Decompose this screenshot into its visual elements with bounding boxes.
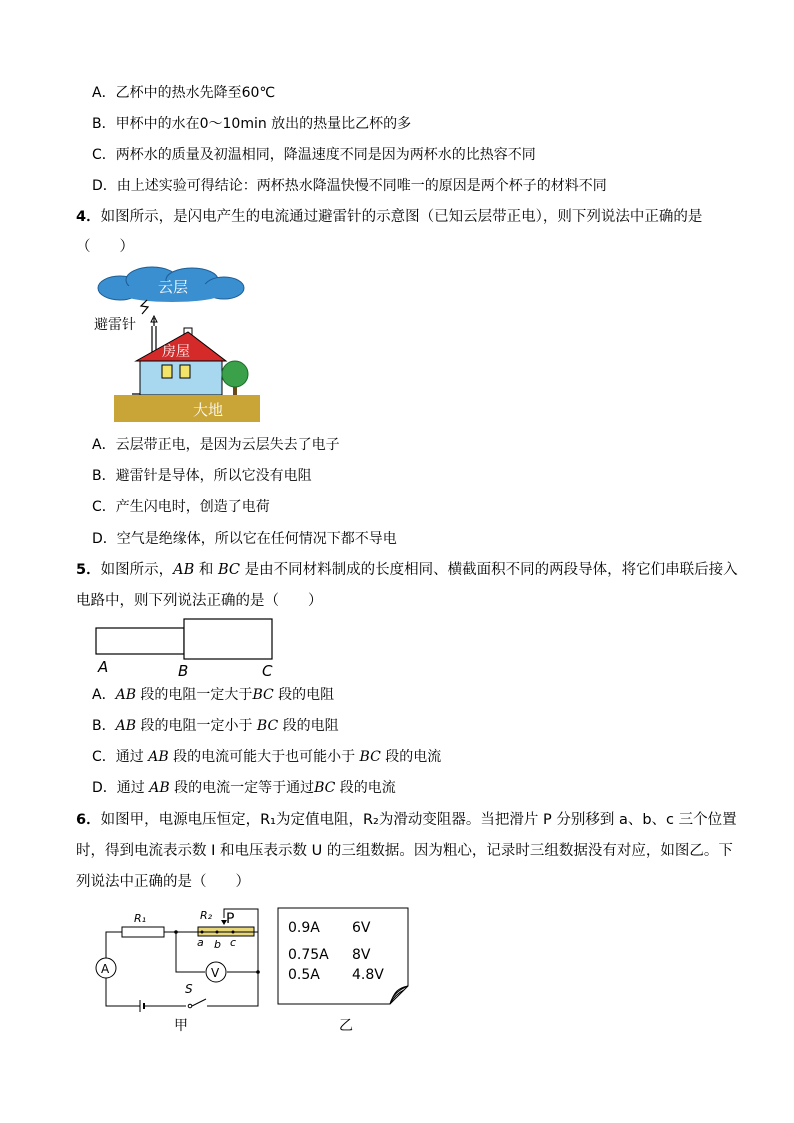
q4-stem bbox=[76, 208, 702, 226]
ground-shape bbox=[114, 395, 260, 422]
q4-option-c: C．产生闪电时，创造了电荷 bbox=[92, 499, 270, 515]
ammeter-label: A bbox=[101, 962, 110, 976]
ground-label: 大地 bbox=[193, 401, 224, 419]
q4-stem-text: 如图所示，是闪电产生的电流通过避雷针的示意图（已知云层带正电），则下列说法中正确的是 bbox=[100, 209, 703, 225]
q5-stem-line2: 电路中，则下列说法正确的是（ ） bbox=[76, 593, 323, 609]
figure-jia-caption: 甲 bbox=[174, 1018, 188, 1034]
label-b: B bbox=[178, 662, 189, 680]
q6-stem-line3: 列说法中正确的是（ ） bbox=[76, 874, 250, 890]
r1-label: R₁ bbox=[134, 912, 147, 925]
note-row1-current: 0.9A bbox=[288, 920, 320, 936]
note-row2-current: 0.75A bbox=[288, 947, 329, 963]
q4-bracket: （ ） bbox=[76, 239, 134, 255]
resistor-r1 bbox=[122, 927, 164, 937]
q6-stem-line1: 6．如图甲，电源电压恒定，R₁为定值电阻，R₂为滑动变阻器。当把滑片 P 分别移到 a、b、c 三个位置 bbox=[76, 812, 737, 828]
tree-shape bbox=[222, 361, 248, 395]
q5-stem bbox=[76, 561, 738, 579]
q5-and: 和 bbox=[194, 562, 218, 578]
pos-c-label: c bbox=[230, 936, 237, 949]
q6-number: 6． bbox=[76, 812, 101, 828]
q5-option-d: D．通过 AB 段的电流一定等于通过BC 段的电流 bbox=[92, 780, 396, 796]
circuit-diagram bbox=[92, 904, 272, 1036]
label-a: A bbox=[98, 658, 109, 676]
q3-option-c: C．两杯水的质量及初温相同，降温速度不同是因为两杯水的比热容不同 bbox=[92, 147, 536, 163]
pos-b-label: b bbox=[214, 938, 221, 951]
conductor-figure bbox=[92, 616, 292, 682]
q3-option-b: B．甲杯中的水在0～10min 放出的热量比乙杯的多 bbox=[92, 116, 412, 132]
note-row1-voltage: 6V bbox=[352, 920, 371, 936]
conductor-ab bbox=[96, 628, 184, 654]
switch-icon bbox=[188, 1004, 192, 1008]
house-shape bbox=[136, 328, 226, 395]
r2-label: R₂ bbox=[200, 909, 213, 922]
data-note-figure bbox=[272, 904, 418, 1036]
lightning-icon bbox=[141, 300, 148, 314]
note-row3-current: 0.5A bbox=[288, 967, 320, 983]
q5-option-b: B．AB 段的电阻一定小于 BC 段的电阻 bbox=[92, 718, 339, 734]
q5-var-bc: BC bbox=[217, 562, 240, 578]
q4-option-a: A．云层带正电，是因为云层失去了电子 bbox=[92, 437, 340, 453]
slider-p-label: P bbox=[226, 911, 235, 927]
voltmeter-label: V bbox=[211, 966, 220, 980]
q5-var-ab: AB bbox=[173, 562, 195, 578]
q5-number: 5． bbox=[76, 562, 101, 578]
house-label: 房屋 bbox=[162, 344, 190, 360]
q3-option-a: A．乙杯中的热水先降至60℃ bbox=[92, 85, 276, 101]
q5-option-a: A．AB 段的电阻一定大于BC 段的电阻 bbox=[92, 687, 335, 703]
pos-a-label: a bbox=[197, 936, 204, 949]
lightning-rod-figure bbox=[92, 266, 262, 426]
label-c: C bbox=[262, 662, 273, 680]
q5-option-c: C．通过 AB 段的电流可能大于也可能小于 BC 段的电流 bbox=[92, 749, 442, 765]
switch-label: S bbox=[185, 982, 193, 996]
q6-stem-line2: 时，得到电流表示数 I 和电压表示数 U 的三组数据。因为粗心，记录时三组数据没有对应，如图乙。下 bbox=[76, 843, 733, 859]
cloud-label: 云层 bbox=[158, 278, 189, 296]
q4-option-b: B．避雷针是导体，所以它没有电阻 bbox=[92, 468, 312, 484]
q4-option-d: D．空气是绝缘体，所以它在任何情况下都不导电 bbox=[92, 531, 397, 547]
rod-label: 避雷针 bbox=[94, 317, 136, 333]
q5-stem-b: 是由不同材料制成的长度相同、横截面积不同的两段导体，将它们串联后接入 bbox=[239, 562, 738, 578]
q3-option-d: D．由上述实验可得结论：两杯热水降温快慢不同唯一的原因是两个杯子的材料不同 bbox=[92, 178, 607, 194]
conductor-bc bbox=[184, 619, 272, 659]
q5-stem-a: 如图所示， bbox=[100, 562, 174, 578]
note-row2-voltage: 8V bbox=[352, 947, 371, 963]
note-row3-voltage: 4.8V bbox=[352, 967, 384, 983]
q4-number: 4． bbox=[76, 209, 101, 225]
figure-yi-caption: 乙 bbox=[339, 1018, 353, 1034]
